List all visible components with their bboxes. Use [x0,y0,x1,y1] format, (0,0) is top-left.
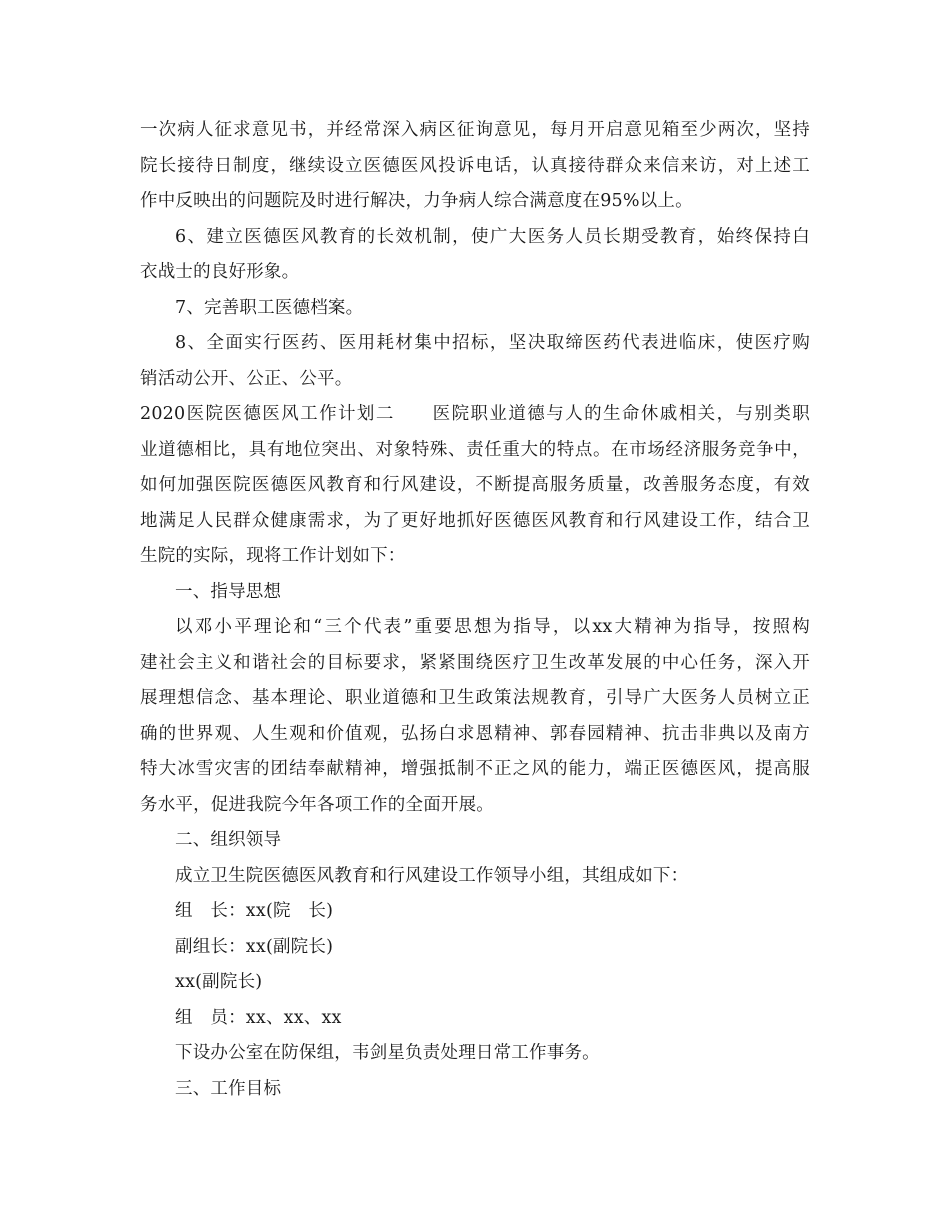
text-line: 地满足人民群众健康需求，为了更好地抓好医德医风教育和行风建设工作，结合卫 [140,510,810,531]
section-heading: 三、工作目标 [175,1078,282,1099]
text-line: 副组长：xx(副院长) [175,936,334,957]
text-line: 院长接待日制度，继续设立医德医风投诉电话，认真接待群众来信来访，对上述工 [140,155,810,176]
text-line: 特大冰雪灾害的团结奉献精神，增强抵制不正之风的能力，端正医德医风，提高服 [140,759,810,779]
text-line: 销活动公开、公正、公平。 [140,368,353,389]
text-line: 下设办公室在防保组，韦剑星负责处理日常工作事务。 [175,1043,600,1063]
text-line: 确的世界观、人生观和价值观，弘扬白求恩精神、郭春园精神、抗击非典以及南方 [140,723,810,744]
section-heading-line: 2020医院医德医风工作计划二 医院职业道德与人的生命休戚相关，与别类职 [140,404,810,424]
section-heading: 一、指导思想 [175,581,282,602]
text-line: 组 长：xx(院 长) [175,901,334,921]
text-line: 建社会主义和谐社会的目标要求，紧紧围绕医疗卫生改革发展的中心任务，深入开 [140,652,810,673]
text-line: xx(副院长) [175,972,263,992]
text-line: 组 员：xx、xx、xx [175,1007,342,1028]
section-heading: 二、组织领导 [175,830,282,850]
text-line: 成立卫生院医德医风教育和行风建设工作领导小组，其组成如下： [175,865,689,886]
text-line: 衣战士的良好形象。 [140,262,300,282]
text-line: 业道德相比，具有地位突出、对象特殊、责任重大的特点。在市场经济服务竞争中， [140,439,810,460]
text-line: 7、完善职工医德档案。 [175,297,364,318]
text-line: 8、全面实行医药、医用耗材集中招标，坚决取缔医药代表进临床，使医疗购 [175,333,810,353]
text-line: 展理想信念、基本理论、职业道德和卫生政策法规教育，引导广大医务人员树立正 [140,688,810,708]
text-line: 以邓小平理论和“三个代表”重要思想为指导，以xx大精神为指导，按照构 [175,617,810,637]
text-line: 6、建立医德医风教育的长效机制，使广大医务人员长期受教育，始终保持白 [175,226,810,247]
text-line: 作中反映出的问题院及时进行解决，力争病人综合满意度在95%以上。 [140,191,693,211]
text-line: 如何加强医院医德医风教育和行风建设，不断提高服务质量，改善服务态度，有效 [140,475,810,495]
text-line: 一次病人征求意见书，并经常深入病区征询意见，每月开启意见箱至少两次，坚持 [140,120,810,140]
text-line: 务水平，促进我院今年各项工作的全面开展。 [140,794,494,815]
text-line: 生院的实际，现将工作计划如下： [140,546,406,566]
document-body [140,113,810,1107]
